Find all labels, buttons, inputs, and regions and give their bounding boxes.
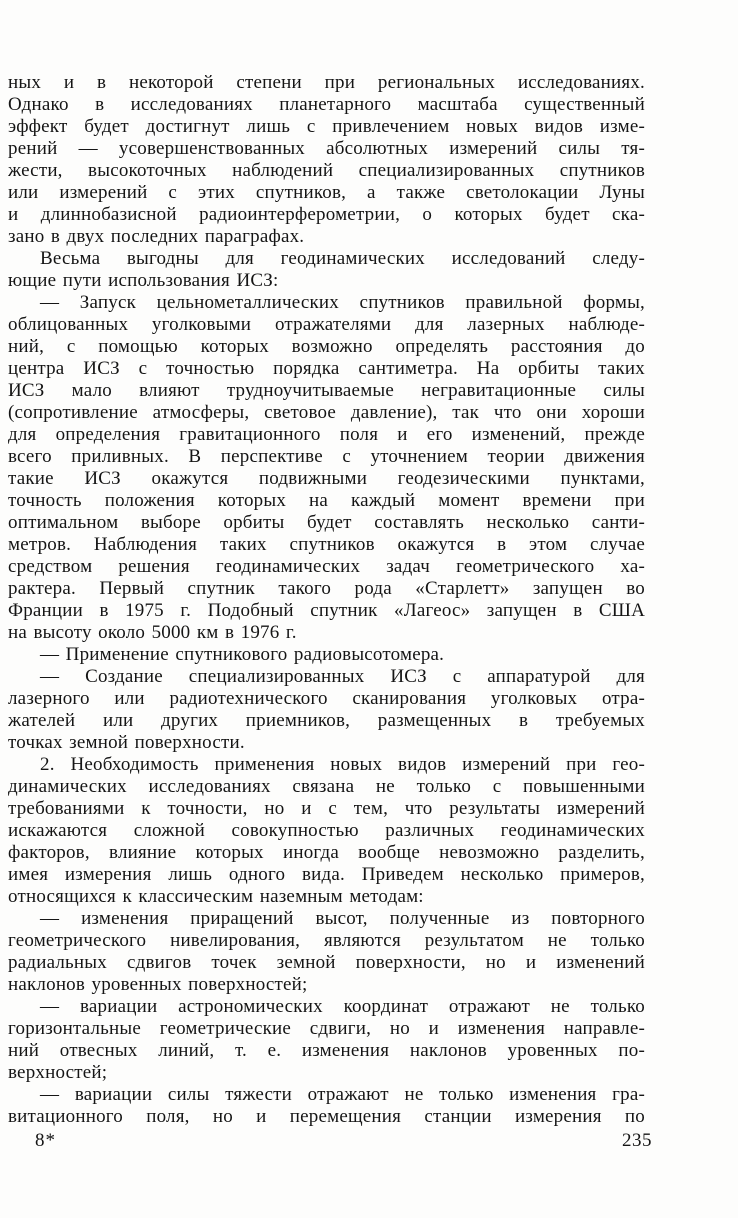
signature-mark: 8* xyxy=(35,1130,56,1151)
text-line: ющие пути использования ИСЗ: xyxy=(8,270,279,291)
text-line: — вариации силы тяжести отражают не только изменения гра- xyxy=(40,1084,645,1105)
paragraph xyxy=(8,996,645,1084)
text-line: такие ИСЗ окажутся подвижными геодезическими пунктами, xyxy=(8,468,645,489)
text-line: всего приливных. В перспективе с уточнением теории движения xyxy=(8,446,645,467)
text-line: — Применение спутникового радиовысотомера. xyxy=(40,644,445,665)
text-line: требованиями к точности, но и с тем, что результаты измерений xyxy=(8,798,645,819)
text-line: относящихся к классическим наземным методам: xyxy=(8,886,424,907)
paragraph xyxy=(8,292,645,644)
paragraph xyxy=(8,248,645,292)
paragraph xyxy=(8,1084,645,1128)
text-line: Франции в 1975 г. Подобный спутник «Лагеос» запущен в США xyxy=(8,600,645,621)
text-line: точность положения которых на каждый момент времени при xyxy=(8,490,645,511)
paragraph xyxy=(8,72,645,248)
text-line: геометрического нивелирования, являются результатом не только xyxy=(8,930,645,951)
text-line: ний, с помощью которых возможно определять расстояния до xyxy=(8,336,645,357)
text-line: на высоту около 5000 км в 1976 г. xyxy=(8,622,297,643)
text-line: ных и в некоторой степени при региональных исследованиях. xyxy=(8,72,645,93)
text-line: — Запуск цельнометаллических спутников правильной формы, xyxy=(40,292,645,313)
text-line: жателей или других приемников, размещенных в требуемых xyxy=(8,710,645,731)
text-line: лазерного или радиотехнического сканирования уголковых отра- xyxy=(8,688,645,709)
text-line: метров. Наблюдения таких спутников окажутся в этом случае xyxy=(8,534,645,555)
text-line: факторов, влияние которых иногда вообще невозможно разделить, xyxy=(8,842,645,863)
text-line: наклонов уровенных поверхностей; xyxy=(8,974,308,995)
text-line: имея измерения лишь одного вида. Приведем несколько примеров, xyxy=(8,864,645,885)
text-line: (сопротивление атмосферы, световое давление), так что они хороши xyxy=(8,402,645,423)
page-text-block xyxy=(8,72,645,1128)
text-line: или измерений с этих спутников, а также светолокации Луны xyxy=(8,182,645,203)
text-line: средством решения геодинамических задач геометрического ха- xyxy=(8,556,645,577)
text-line: точках земной поверхности. xyxy=(8,732,245,753)
page-number: 235 xyxy=(622,1130,652,1151)
text-line: динамических исследованиях связана не только с повышенными xyxy=(8,776,645,797)
text-line: ний отвесных линий, т. е. изменения наклонов уровенных по- xyxy=(8,1040,645,1061)
text-line: ИСЗ мало влияют трудноучитываемые негравитационные силы xyxy=(8,380,645,401)
text-line: жести, высокоточных наблюдений специализированных спутников xyxy=(8,160,645,181)
paragraph xyxy=(8,754,645,908)
text-line: для определения гравитационного поля и его изменений, прежде xyxy=(8,424,645,445)
text-line: — Создание специализированных ИСЗ с аппаратурой для xyxy=(40,666,645,687)
text-line: 2. Необходимость применения новых видов измерений при гео- xyxy=(40,754,645,775)
text-line: радиальных сдвигов точек земной поверхности, но и изменений xyxy=(8,952,645,973)
text-line: верхностей; xyxy=(8,1062,108,1083)
paragraph xyxy=(8,908,645,996)
text-line: витационного поля, но и перемещения станции измерения по xyxy=(8,1106,645,1127)
text-line: Весьма выгодны для геодинамических исследований следу- xyxy=(40,248,645,269)
text-line: Однако в исследованиях планетарного масштаба существенный xyxy=(8,94,645,115)
text-line: облицованных уголковыми отражателями для лазерных наблюде- xyxy=(8,314,645,335)
text-line: искажаются сложной совокупностью различных геодинамических xyxy=(8,820,645,841)
paragraph xyxy=(8,666,645,754)
text-line: горизонтальные геометрические сдвиги, но и изменения направле- xyxy=(8,1018,645,1039)
text-line: и длиннобазисной радиоинтерферометрии, о которых будет ска- xyxy=(8,204,645,225)
text-line: — вариации астрономических координат отражают не только xyxy=(40,996,645,1017)
text-line: оптимальном выборе орбиты будет составлять несколько санти- xyxy=(8,512,645,533)
paragraph xyxy=(8,644,645,666)
text-line: рений — усовершенствованных абсолютных измерений силы тя- xyxy=(8,138,645,159)
text-line: центра ИСЗ с точностью порядка сантиметра. На орбиты таких xyxy=(8,358,645,379)
text-line: рактера. Первый спутник такого рода «Старлетт» запущен во xyxy=(8,578,645,599)
text-line: — изменения приращений высот, полученные из повторного xyxy=(40,908,645,929)
page-footer xyxy=(8,1130,652,1152)
text-line: эффект будет достигнут лишь с привлечением новых видов изме- xyxy=(8,116,645,137)
text-line: зано в двух последних параграфах. xyxy=(8,226,305,247)
